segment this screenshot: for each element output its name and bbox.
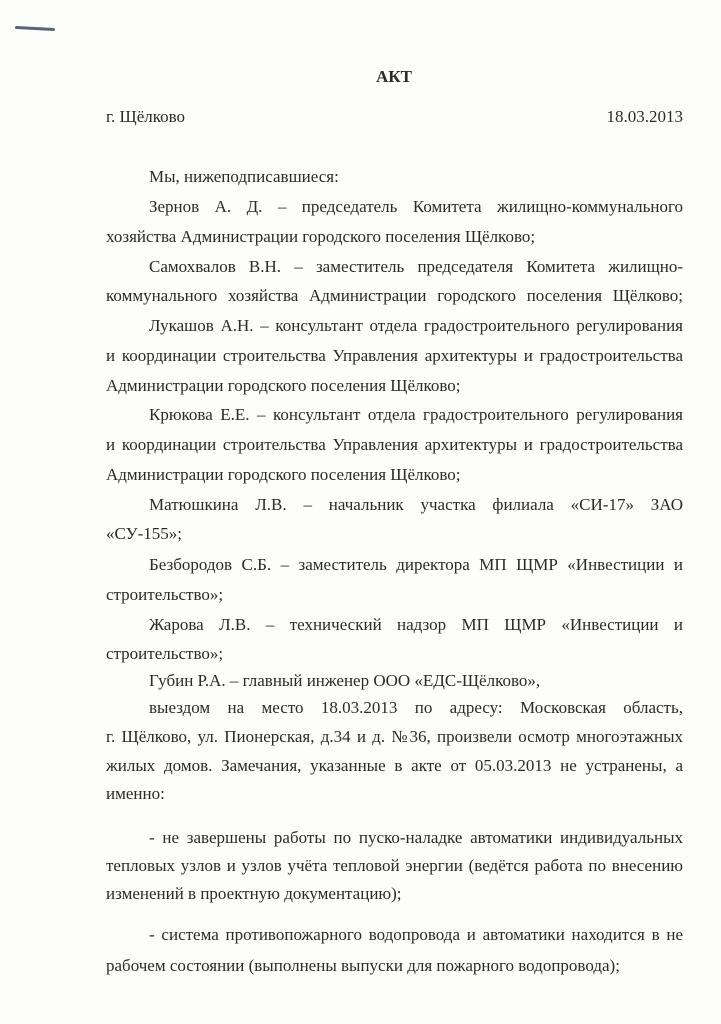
list-item-line: - система противопожарного водопровода и автоматики находится в не	[149, 925, 683, 944]
body-line: Крюкова Е.Е. – консультант отдела градостроительного регулирования	[149, 405, 683, 424]
list-item-line: рабочем состоянии (выполнены выпуски для пожарного водопровода);	[106, 956, 620, 975]
document-city: г. Щёлково	[106, 107, 186, 126]
list-item-line: - не завершены работы по пуско-наладке автоматики индивидуальных	[149, 828, 683, 847]
body-line: г. Щёлково, ул. Пионерская, д.34 и д. №36, произвели осмотр многоэтажных	[106, 727, 683, 746]
body-line: Лукашов А.Н. – консультант отдела градостроительного регулирования	[149, 316, 683, 335]
body-line: строительство»;	[106, 644, 224, 663]
body-line: Администрации городского поселения Щёлково;	[106, 465, 461, 484]
body-line: Матюшкина Л.В. – начальник участка филиала «СИ-17» ЗАО	[149, 495, 683, 514]
body-line: Зернов А. Д. – председатель Комитета жилищно-коммунального	[149, 197, 683, 216]
body-line: Администрации городского поселения Щёлково;	[106, 376, 461, 395]
body-line: именно:	[106, 784, 165, 803]
document-date: 18.03.2013	[606, 107, 683, 126]
document-title: АКТ	[376, 67, 412, 86]
body-line: «СУ-155»;	[106, 524, 183, 543]
pen-mark	[15, 26, 55, 31]
body-line: жилых домов. Замечания, указанные в акте от 05.03.2013 не устранены, а	[106, 756, 683, 775]
body-line: Жарова Л.В. – технический надзор МП ЩМР «Инвестиции и	[149, 615, 683, 634]
body-line: строительство»;	[106, 585, 224, 604]
body-line: и координации строительства Управления архитектуры и градостроительства	[106, 435, 683, 454]
body-line: хозяйства Администрации городского поселения Щёлково;	[106, 227, 536, 246]
list-item-line: тепловых узлов и узлов учёта тепловой энергии (ведётся работа по внесению	[106, 856, 683, 875]
body-line: выездом на место 18.03.2013 по адресу: Московская область,	[149, 698, 683, 717]
body-line: Безбородов С.Б. – заместитель директора МП ЩМР «Инвестиции и	[149, 555, 683, 574]
body-line: Самохвалов В.Н. – заместитель председателя Комитета жилищно-	[149, 257, 683, 276]
list-item-line: изменений в проектную документацию);	[106, 884, 402, 903]
intro-line: Мы, нижеподписавшиеся:	[149, 167, 339, 186]
body-line: коммунального хозяйства Администрации городского поселения Щёлково;	[106, 286, 683, 305]
body-line: и координации строительства Управления архитектуры и градостроительства	[106, 346, 683, 365]
body-line: Губин Р.А. – главный инженер ООО «ЕДС-Щёлково»,	[149, 671, 541, 690]
